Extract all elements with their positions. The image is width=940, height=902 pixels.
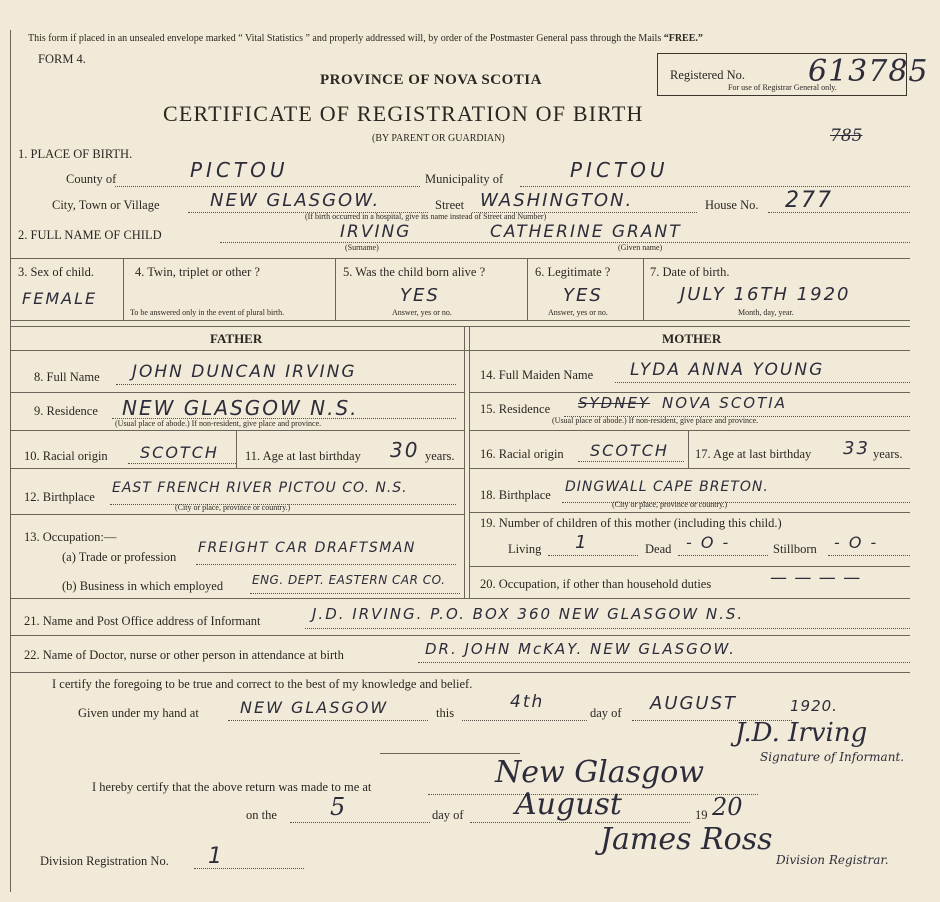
- trade-label: (a) Trade or profession: [62, 550, 177, 564]
- dead-value: - O -: [686, 533, 731, 552]
- sex-value: FEMALE: [22, 289, 98, 308]
- mother-occupation: — — — —: [770, 568, 862, 588]
- father-birthplace: EAST FRENCH RIVER PICTOU CO. N.S.: [112, 480, 408, 496]
- trade-value: FREIGHT CAR DRAFTSMAN: [198, 540, 416, 556]
- certify-day-label: day of: [590, 706, 622, 720]
- father-years: years.: [425, 449, 455, 463]
- father-race-label: 10. Racial origin: [24, 449, 108, 463]
- date-note: Month, day, year.: [738, 308, 794, 317]
- business-value: ENG. DEPT. EASTERN CAR CO.: [252, 573, 446, 587]
- living-value: 1: [575, 532, 589, 553]
- stillborn-label: Stillborn: [773, 542, 817, 556]
- registration-box: [657, 53, 929, 96]
- business-label: (b) Business in which employed: [62, 579, 224, 593]
- mother-heading: MOTHER: [662, 331, 722, 346]
- legitimate-note: Answer, yes or no.: [548, 308, 608, 317]
- hospital-note: (If birth occurred in a hospital, give its name instead of Street and Number): [305, 212, 547, 221]
- mother-years: years.: [873, 447, 903, 461]
- postal-notice: This form if placed in an unsealed envelope marked “ Vital Statistics ” and properly addressed will, by order of the Postmaster General pass through the Mails “FREE.”: [28, 33, 703, 44]
- county-value: PICTOU: [190, 158, 289, 182]
- certify-place: NEW GLASGOW: [240, 698, 389, 717]
- mother-race: SCOTCH: [590, 441, 669, 460]
- certificate-subtitle: (BY PARENT OR GUARDIAN): [372, 133, 505, 144]
- legitimate-value: YES: [563, 285, 603, 306]
- mother-bp-label: 18. Birthplace: [480, 488, 551, 502]
- doctor-label: 22. Name of Doctor, nurse or other person in attendance at birth: [24, 648, 344, 662]
- registrar-day: 5: [330, 793, 346, 821]
- street-value: WASHINGTON.: [480, 190, 634, 211]
- county-label: County of: [66, 172, 117, 186]
- given-label: Given under my hand at: [78, 706, 199, 720]
- reg-note: For use of Registrar General only.: [728, 83, 837, 92]
- alive-note: Answer, yes or no.: [392, 308, 452, 317]
- father-age: 30: [390, 438, 420, 462]
- mother-age: 33: [843, 438, 870, 459]
- informant-signature: J.D. Irving: [735, 718, 868, 748]
- father-bp-note: (City or place, province or country.): [175, 503, 291, 512]
- given-note: (Given name): [618, 243, 663, 252]
- mother-residence: NOVA SCOTIA: [662, 394, 787, 412]
- mother-res-label: 15. Residence: [480, 402, 551, 416]
- reg-number: 613785: [808, 54, 929, 89]
- father-heading: FATHER: [210, 331, 263, 346]
- legitimate-label: 6. Legitimate ?: [535, 265, 611, 279]
- children-label: 19. Number of children of this mother (including this child.): [480, 516, 782, 530]
- registrar-day-label: day of: [432, 808, 464, 822]
- occupation-label: 13. Occupation:—: [24, 530, 117, 544]
- child-name-label: 2. FULL NAME OF CHILD: [18, 228, 162, 242]
- surname-note: (Surname): [345, 243, 379, 252]
- mother-res-struck: SYDNEY: [578, 394, 651, 412]
- child-surname: IRVING: [340, 222, 412, 242]
- certificate-title: CERTIFICATE OF REGISTRATION OF BIRTH: [163, 101, 644, 126]
- left-border: [10, 30, 11, 892]
- registrar-signature-label: Division Registrar.: [776, 853, 889, 867]
- dead-label: Dead: [645, 542, 672, 556]
- father-res-label: 9. Residence: [34, 404, 98, 418]
- registrar-text: I hereby certify that the above return was made to me at: [92, 780, 372, 794]
- province-heading: PROVINCE OF NOVA SCOTIA: [320, 72, 542, 88]
- sex-label: 3. Sex of child.: [18, 265, 95, 279]
- certify-month: AUGUST: [650, 693, 738, 714]
- father-res-note: (Usual place of abode.) If non-resident, give place and province.: [115, 419, 322, 428]
- crossed-number: 785: [830, 126, 863, 146]
- registrar-signature: James Ross: [600, 822, 773, 857]
- division-value: 1: [208, 844, 224, 869]
- living-label: Living: [508, 542, 542, 556]
- house-label: House No.: [705, 198, 759, 212]
- municipality-label: Municipality of: [425, 172, 504, 186]
- informant-signature-label: Signature of Informant.: [760, 750, 905, 764]
- child-given-name: CATHERINE GRANT: [490, 222, 682, 242]
- father-residence: NEW GLASGOW N.S.: [122, 396, 359, 420]
- date-label: 7. Date of birth.: [650, 265, 730, 279]
- certify-year: 1920.: [790, 697, 838, 715]
- house-value: 277: [785, 188, 833, 213]
- registrar-year: 20: [712, 793, 743, 821]
- mother-res-note: (Usual place of abode.) If non-resident, give place and province.: [552, 416, 759, 425]
- mother-age-label: 17. Age at last birthday: [695, 447, 812, 461]
- city-label: City, Town or Village: [52, 198, 160, 212]
- certify-day: 4th: [510, 692, 545, 712]
- street-label: Street: [435, 198, 465, 212]
- mother-birthplace: DINGWALL CAPE BRETON.: [565, 479, 769, 495]
- father-race: SCOTCH: [140, 443, 219, 462]
- city-value: NEW GLASGOW.: [210, 190, 381, 211]
- registrar-place: New Glasgow: [495, 755, 705, 790]
- certify-text: I certify the foregoing to be true and correct to the best of my knowledge and belief.: [52, 677, 473, 691]
- mother-occupation-label: 20. Occupation, if other than household duties: [480, 577, 712, 591]
- twin-label: 4. Twin, triplet or other ?: [135, 265, 260, 279]
- place-heading: 1. PLACE OF BIRTH.: [18, 147, 133, 161]
- registrar-year-prefix: 19: [695, 808, 708, 822]
- alive-label: 5. Was the child born alive ?: [343, 265, 486, 279]
- mother-bp-note: (City or place, province or country.): [612, 500, 728, 509]
- registrar-month: August: [515, 787, 622, 822]
- informant-value: J.D. IRVING. P.O. BOX 360 NEW GLASGOW N.S.: [312, 605, 745, 623]
- alive-value: YES: [400, 285, 440, 306]
- twin-note: To be answered only in the event of plural birth.: [130, 308, 285, 317]
- father-name: JOHN DUNCAN IRVING: [132, 362, 357, 382]
- municipality-value: PICTOU: [570, 158, 669, 182]
- this-label: this: [436, 706, 455, 720]
- father-age-label: 11. Age at last birthday: [245, 449, 361, 463]
- mother-name: LYDA ANNA YOUNG: [630, 360, 825, 380]
- father-name-label: 8. Full Name: [34, 370, 100, 384]
- father-bp-label: 12. Birthplace: [24, 490, 95, 504]
- doctor-value: DR. JOHN McKAY. NEW GLASGOW.: [425, 640, 736, 658]
- form-number: FORM 4.: [38, 52, 86, 66]
- division-label: Division Registration No.: [40, 854, 169, 868]
- date-value: JULY 16TH 1920: [680, 284, 851, 305]
- informant-label: 21. Name and Post Office address of Informant: [24, 614, 261, 628]
- reg-label: Registered No.: [670, 68, 745, 82]
- registrar-on-label: on the: [246, 808, 277, 822]
- mother-race-label: 16. Racial origin: [480, 447, 564, 461]
- mother-name-label: 14. Full Maiden Name: [480, 368, 594, 382]
- stillborn-value: - O -: [834, 533, 879, 552]
